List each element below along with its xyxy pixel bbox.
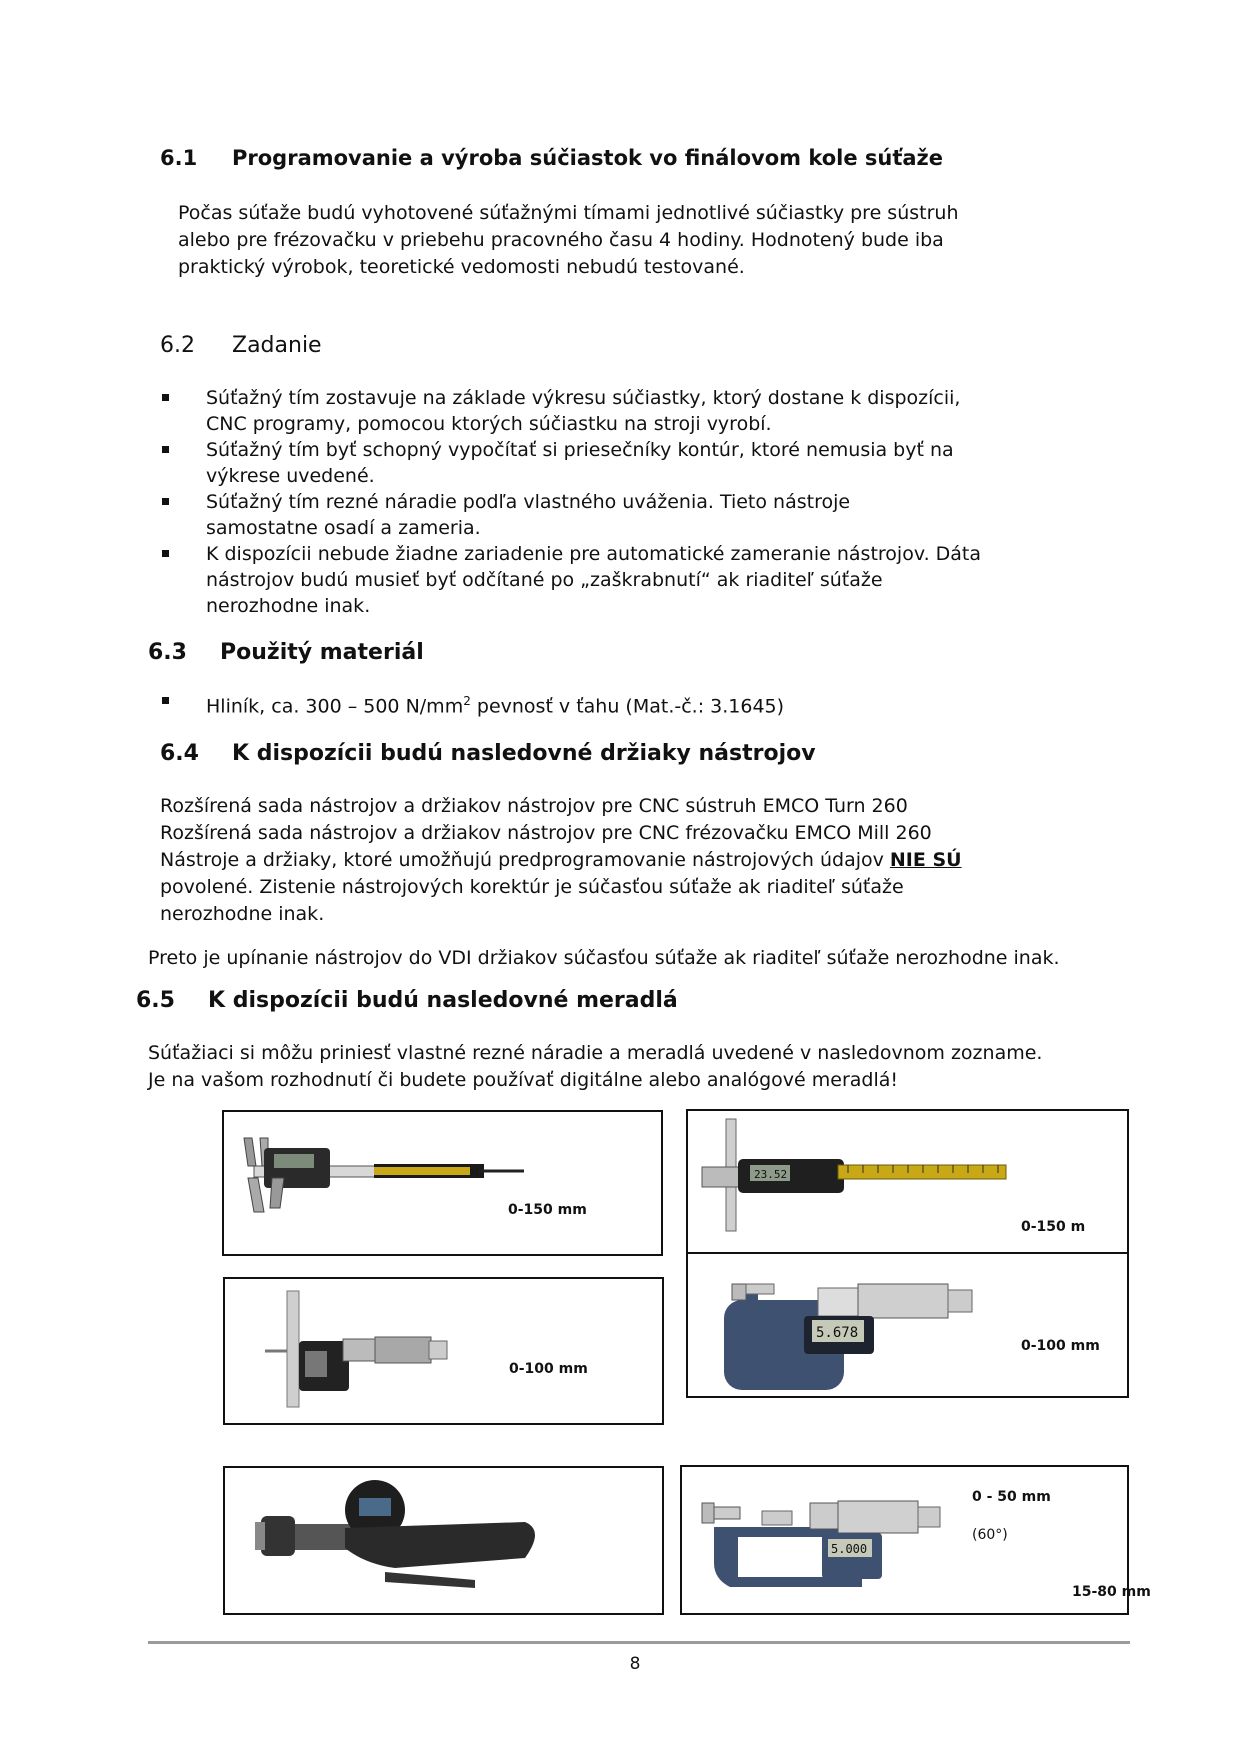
text-line: nerozhodne inak. [206,595,371,617]
text-line: Súťažiaci si môžu priniesť vlastné rezné náradie a meradlá uvedené v nasledovnom zozname. [148,1042,1043,1064]
paragraph-6-4 [160,793,1120,928]
digital-micrometer-icon [688,1254,1127,1396]
bore-gauge-icon [225,1468,662,1613]
text-part: pevnosť v ťahu (Mat.-č.: 3.1645) [470,695,785,718]
section-number: 6.4 [160,741,199,766]
thread-micrometer-frame [680,1465,1129,1615]
paragraph-6-1 [178,200,1138,281]
text-line: Súťažný tím rezné náradie podľa vlastného uváženia. Tieto nástroje [206,491,851,513]
text-line: Je na vašom rozhodnutí či budete používať digitálne alebo analógové meradlá! [148,1069,899,1091]
heading-6-5 [136,988,678,1013]
section-title: Programovanie a výroba súčiastok vo finálovom kole súťaže [232,146,944,170]
heading-6-2 [160,333,322,358]
list-item [160,385,1060,437]
heading-6-3 [148,640,424,665]
list-item [160,688,1060,719]
text-line: nástrojov budú musieť byť odčítané po „zaškrabnutí“ ak riaditeľ súťaže [206,569,883,591]
text-line: Rozšírená sada nástrojov a držiakov nástrojov pre CNC frézovačku EMCO Mill 260 [160,822,932,844]
paragraph-6-5 [148,1040,1198,1094]
text-line: povolené. Zistenie nástrojových korektúr je súčasťou súťaže ak riaditeľ súťaže [160,876,904,898]
list-item [160,489,1060,541]
task-list [160,385,1060,619]
thread-range-caption: 0 - 50 mm [972,1489,1051,1505]
text-line: Počas súťaže budú vyhotovené súťažnými tímami jednotlivé súčiastky pre sústruh [178,202,959,224]
list-item [160,437,1060,489]
text-line: Súťažný tím byť schopný vypočítať si priesečníky kontúr, ktoré nemusia byť na [206,439,954,461]
heading-6-1 [160,146,943,170]
depth-caliper-display: 23.52 [754,1168,788,1181]
text-line: praktický výrobok, teoretické vedomosti nebudú testované. [178,256,745,278]
depth-micrometer-icon [225,1279,662,1423]
text-line: CNC programy, pomocou ktorých súčiastku na stroji vyrobí. [206,413,772,435]
micrometer-caption: 0-100 mm [1021,1338,1100,1354]
section-number: 6.2 [160,333,195,358]
caliper-caption: 0-150 mm [508,1202,587,1218]
bore-gauge-frame [223,1466,664,1615]
digital-caliper-icon [224,1112,661,1254]
section-number: 6.1 [160,146,198,170]
depth-micrometer-frame [223,1277,664,1425]
text-line: Rozšírená sada nástrojov a držiakov nástrojov pre CNC sústruh EMCO Turn 260 [160,795,908,817]
text-line: alebo pre frézovačku v priebehu pracovného času 4 hodiny. Hodnotený bude iba [178,229,944,251]
caliper-frame [222,1110,663,1256]
micrometer-display: 5.678 [816,1325,859,1341]
list-item [160,541,1060,619]
thread-range2-caption: 15-80 mm [1072,1584,1151,1600]
text-line: Súťažný tím zostavuje na základe výkresu súčiastky, ktorý dostane k dispozícii, [206,387,961,409]
thread-angle-caption: (60°) [972,1527,1008,1543]
depth-caliper-frame [686,1109,1129,1254]
section-title: K dispozícii budú nasledovné držiaky nástrojov [232,741,816,766]
section-title: Použitý materiál [220,640,424,665]
text-line: K dispozícii nebude žiadne zariadenie pre automatické zameranie nástrojov. Dáta [206,543,982,565]
page-number: 8 [629,1654,641,1674]
section-number: 6.5 [136,988,175,1013]
text-line: samostatne osadí a zameria. [206,517,481,539]
thread-micrometer-icon [682,1467,1127,1613]
thread-micrometer-display: 5.000 [831,1542,868,1556]
note-6-4: Preto je upínanie nástrojov do VDI držiakov súčasťou súťaže ak riaditeľ súťaže nerozhodne inak. [148,947,1060,969]
text-part: Hliník, ca. 300 – 500 N/mm [206,695,464,718]
footer-rule [148,1641,1130,1644]
text-part: Nástroje a držiaky, ktoré umožňujú predprogramovanie nástrojových údajov [160,849,890,871]
superscript: 2 [463,694,471,708]
section-title: K dispozícii budú nasledovné meradlá [208,988,678,1013]
heading-6-4 [160,741,816,766]
section-number: 6.3 [148,640,187,665]
material-list [160,688,1060,719]
micrometer-frame [686,1252,1129,1398]
section-title: Zadanie [232,333,322,358]
text-line: nerozhodne inak. [160,903,325,925]
text-line [160,847,1120,874]
emphasis: NIE SÚ [889,849,962,871]
depth-caliper-caption: 0-150 m [1021,1219,1086,1235]
depth-micrometer-caption: 0-100 mm [509,1361,588,1377]
text-line: výkrese uvedené. [206,465,375,487]
